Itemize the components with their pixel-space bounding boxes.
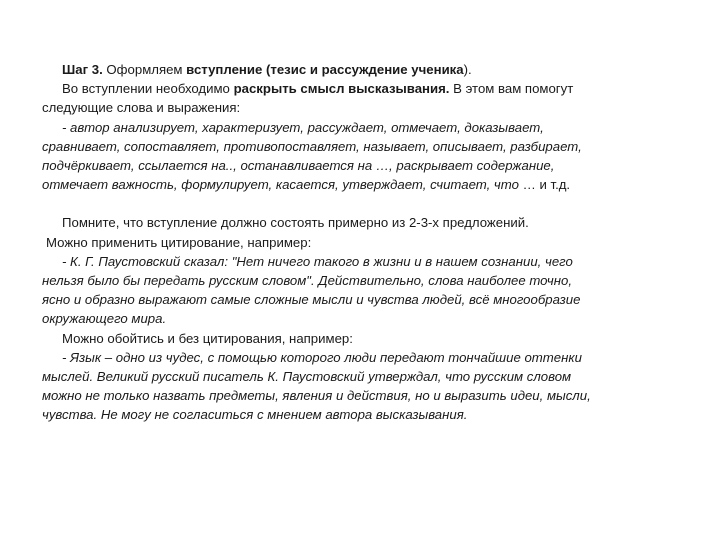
step-label: Шаг 3.: [62, 62, 103, 77]
words-line-4: отмечает важность, формулирует, касается, утверждает, считает, что … и т.д.: [42, 177, 571, 193]
step-bold: вступление (тезис и рассуждение ученика: [186, 62, 464, 77]
quote-line-2: нельзя было бы передать русским словом". Действительно, слова наиболее точно,: [42, 273, 573, 289]
example-line-4: чувства. Не могу не согласиться с мнением автора высказывания.: [42, 407, 468, 423]
intro-line-2: следующие слова и выражения:: [42, 100, 241, 116]
words-line-1: - автор анализирует, характеризует, рассуждает, отмечает, доказывает,: [62, 119, 544, 135]
without-line: Можно обойтись и без цитирования, например:: [62, 330, 353, 346]
intro-line-1: Во вступлении необходимо раскрыть смысл высказывания. В этом вам помогут: [62, 81, 574, 97]
intro-bold: раскрыть смысл высказывания.: [233, 81, 450, 97]
step-heading: Шаг 3. Оформляем вступление (тезис и рассуждение ученика).: [62, 62, 472, 77]
remember-line: Помните, что вступление должно состоять примерно из 2-3-х предложений.: [62, 215, 529, 231]
document-page: [42, 60, 692, 425]
quote-line-1: - К. Г. Паустовский сказал: "Нет ничего такого в жизни и в нашем сознании, чего: [62, 253, 573, 269]
example-line-3: можно не только назвать предметы, явления и действия, но и выразить идеи, мысли,: [42, 388, 591, 404]
quote-line-4: окружающего мира.: [42, 311, 167, 327]
words-line-3: подчёркивает, ссылается на.., останавливается на …, раскрывает содержание,: [42, 158, 555, 174]
quote-line-3: ясно и образно выражают самые сложные мысли и чувства людей, всё многообразие: [42, 292, 581, 308]
citing-line: Можно применить цитирование, например:: [46, 234, 312, 250]
example-line-1: - Язык – одно из чудес, с помощью которого люди передают тончайшие оттенки: [62, 349, 582, 365]
words-line-2: сравнивает, сопоставляет, противопоставляет, называет, описывает, разбирает,: [42, 138, 582, 154]
example-line-2: мыслей. Великий русский писатель К. Паустовский утверждал, что русским словом: [42, 369, 572, 385]
